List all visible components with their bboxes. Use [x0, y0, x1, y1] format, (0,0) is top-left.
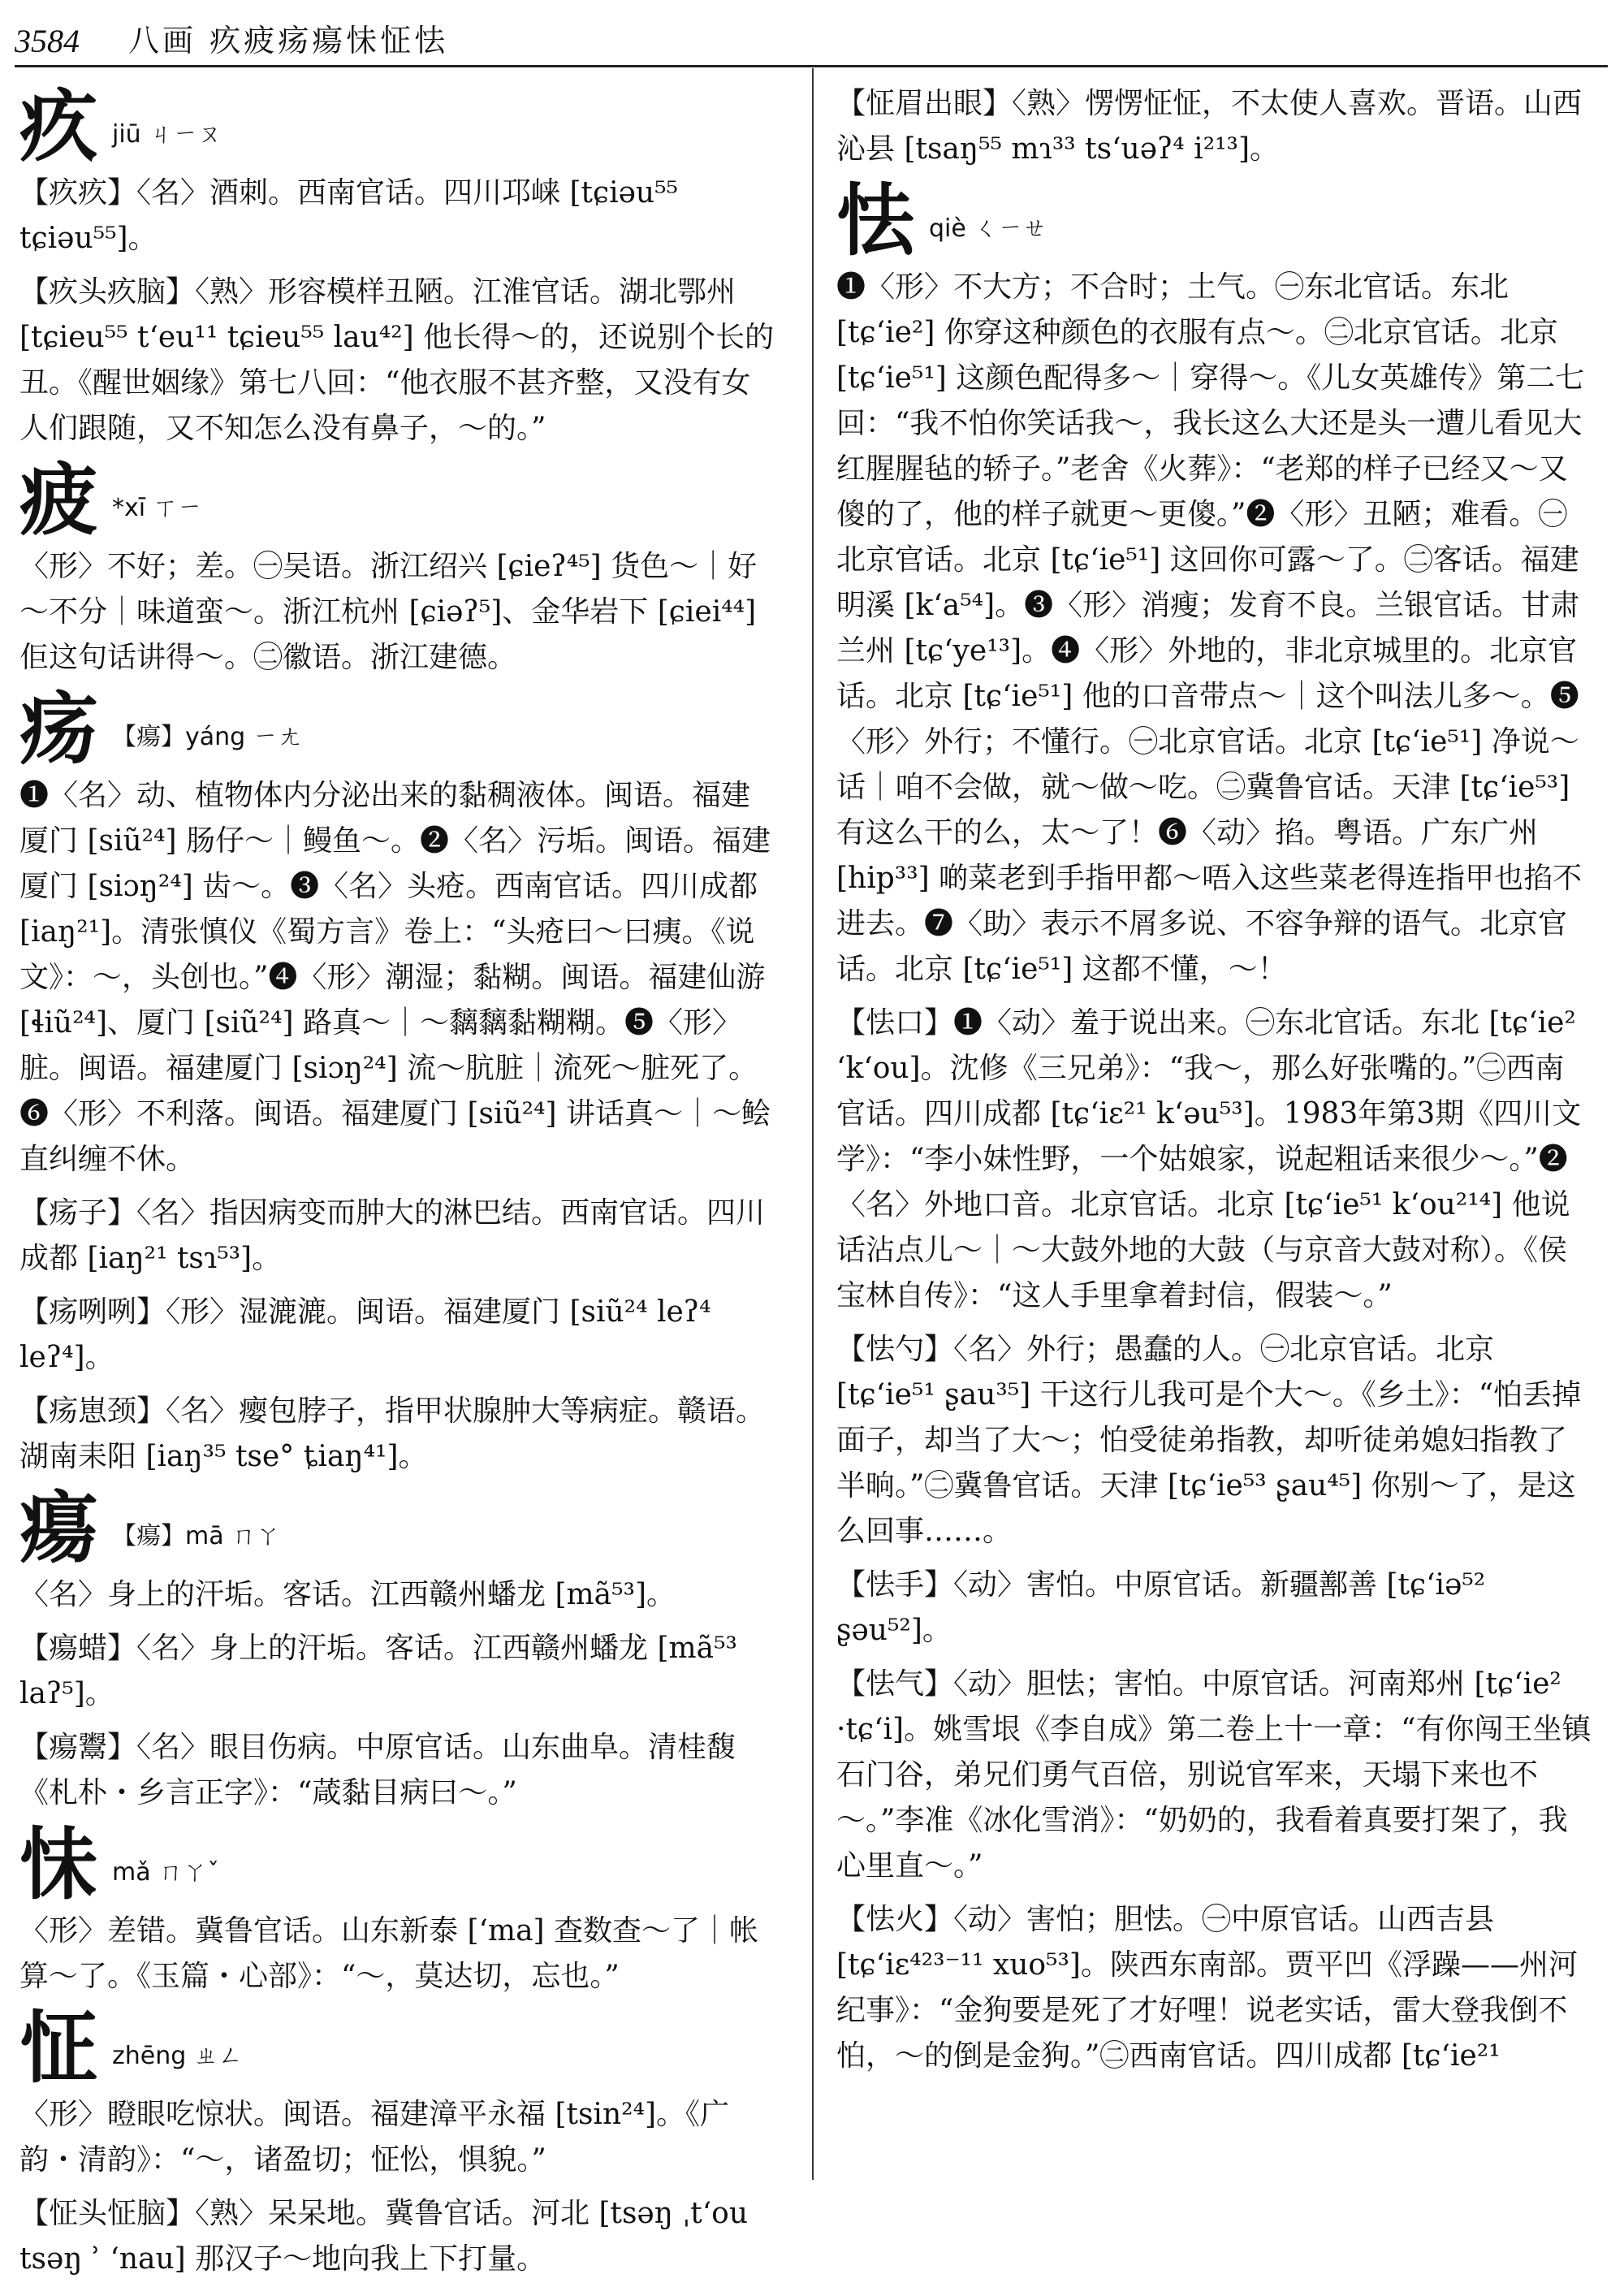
definition-paragraph: 【疡崽颈】〈名〉瘿包脖子，指甲状腺肿大等病症。赣语。湖南耒阳 [iaŋ³⁵ tse° ȶiaŋ⁴¹]。	[19, 1394, 766, 1473]
headword-char: 怔	[19, 2002, 97, 2094]
headword-entry	[19, 80, 775, 172]
headword-pronunciation: *xī ㄒㄧ	[112, 494, 202, 522]
headword-char: 怯	[836, 175, 914, 266]
headword-char: 疡	[19, 683, 97, 775]
header-rule	[15, 65, 1608, 67]
headword-entry	[19, 2002, 775, 2094]
definition-paragraph: 【怯气】〈动〉胆怯；害怕。中原官话。河南郑州 [tɕ‘ie² ·tɕ‘i]。姚雪垠《李自成》第二卷上十一章：“有你闯王坐镇石门谷，弟兄们勇气百倍，别说官军来，天塌下来也不～。”李准《冰化雪消》：“奶奶的，我看着真要打架了，我心里直～。”	[836, 1667, 1592, 1883]
headword-pronunciation: 【瘍】yáng ㄧㄤ	[112, 723, 302, 751]
headword-char: 疲	[19, 454, 97, 546]
definition-paragraph: ❶〈形〉不大方；不合时；土气。㊀东北官话。东北 [tɕ‘ie²] 你穿这种颜色的衣服有点～。㊁北京官话。北京 [tɕ‘ie⁵¹] 这颜色配得多～｜穿得～。《儿女英雄传》第二七回：“我不怕你笑话我～，我长这么大还是头一遭儿看见大红腥腥毡的轿子。”老舍《火葬》：“老郑的样子已经又～又傻的了，他的样子就更～更傻。”❷〈形〉丑陋；难看。㊀北京官话。北京 [tɕ‘ie⁵¹] 这回你可露～了。㊁客话。福建明溪 [k‘a⁵⁴]。❸〈形〉消瘦；发育不良。兰银官话。甘肃兰州 [tɕ‘ye¹³]。❹〈形〉外地的，非北京城里的。北京官话。北京 [tɕ‘ie⁵¹] 他的口音带点～｜这个叫法儿多～。❺〈形〉外行；不懂行。㊀北京官话。北京 [tɕ‘ie⁵¹] 净说～话｜咱不会做，就～做～吃。㊁冀鲁官话。天津 [tɕ‘ie⁵³] 有这么干的么，太～了！❻〈动〉掐。粤语。广东广州 [hip³³] 啲菜老到手指甲都～唔入这些菜老得连指甲也掐不进去。❼〈助〉表示不屑多说、不容争辩的语气。北京官话。北京 [tɕ‘ie⁵¹] 这都不懂，～！	[836, 270, 1585, 986]
definition-paragraph: 【怯手】〈动〉害怕。中原官话。新疆鄯善 [tɕ‘iə⁵² ʂəu⁵²]。	[836, 1568, 1486, 1647]
headword-entry	[19, 683, 775, 775]
definition-paragraph: 【怔眉出眼】〈熟〉愣愣怔怔，不太使人喜欢。晋语。山西沁县 [tsaŋ⁵⁵ mɿ³³ ts‘uəʔ⁴ i²¹³]。	[836, 87, 1583, 166]
definition-paragraph: 【怔头怔脑】〈熟〉呆呆地。冀鲁官话。河北 [tsəŋ ˌt‘ou tsəŋ ʾ ‘nau] 那汉子～地向我上下打量。	[19, 2197, 749, 2276]
definition-paragraph: 【疡咧咧】〈形〉湿漉漉。闽语。福建厦门 [siũ²⁴ leʔ⁴ leʔ⁴]。	[19, 1295, 711, 1374]
section-title: 八画 疚疲疡瘍怽怔怯	[128, 23, 449, 58]
headword-char: 疚	[19, 80, 97, 172]
headword-entry	[19, 1818, 775, 1910]
definition-paragraph: 〈名〉身上的汗垢。客话。江西赣州蟠龙 [mã⁵³]。	[19, 1578, 676, 1611]
right-column	[836, 78, 1592, 2084]
headword-pronunciation: mǎ ㄇㄚˇ	[112, 1858, 220, 1887]
headword-char: 瘍	[19, 1482, 97, 1574]
definition-paragraph: 【疚头疚脑】〈熟〉形容模样丑陋。江淮官话。湖北鄂州 [tɕieu⁵⁵ t‘eu¹¹ tɕieu⁵⁵ lau⁴²] 他长得～的，还说别个长的丑。《醒世姻缘》第七八回：“他衣服不甚齐整，又没有女人们跟随，又不知怎么没有鼻子，～的。”	[19, 275, 775, 445]
headword-entry	[836, 175, 1592, 266]
headword-pronunciation: qiè ㄑㄧㄝ	[929, 214, 1047, 243]
definition-paragraph: 【瘍鬻】〈名〉眼目伤病。中原官话。山东曲阜。清桂馥《札朴・乡言正字》：“葴黏目病曰～。”	[19, 1731, 736, 1809]
page-header	[15, 15, 1608, 60]
definition-paragraph: 【疚疚】〈名〉酒刺。西南官话。四川邛崃 [tɕiəu⁵⁵ tɕiəu⁵⁵]。	[19, 176, 678, 255]
headword-entry	[19, 1482, 775, 1574]
headword-char: 怽	[19, 1818, 97, 1910]
headword-pronunciation: jiū ㄐㄧㄡ	[112, 120, 222, 149]
definition-paragraph: 〈形〉差错。冀鲁官话。山东新泰 [‘ma] 查数查～了｜帐算～了。《玉篇・心部》：“～，莫达切，忘也。”	[19, 1914, 759, 1993]
definition-paragraph: 【怯火】〈动〉害怕；胆怯。㊀中原官话。山西吉县 [tɕ‘iɛ⁴²³⁻¹¹ xuo⁵³]。陕西东南部。贾平凹《浮躁——州河纪事》：“金狗要是死了才好哩！说老实话，雷大登我倒不怕，～的倒是金狗。”㊁西南官话。四川成都 [tɕ‘ie²¹	[836, 1903, 1578, 2073]
left-column	[19, 78, 775, 2287]
headword-pronunciation: 【瘍】mā ㄇㄚ	[112, 1522, 281, 1550]
definition-paragraph: 【疡子】〈名〉指因病变而肿大的淋巴结。西南官话。四川成都 [iaŋ²¹ tsɿ⁵³]。	[19, 1196, 766, 1275]
page-number: 3584	[15, 23, 80, 59]
definition-paragraph: 【瘍蜡】〈名〉身上的汗垢。客话。江西赣州蟠龙 [mã⁵³ laʔ⁵]。	[19, 1632, 737, 1710]
definition-paragraph: ❶〈名〉动、植物体内分泌出来的黏稠液体。闽语。福建厦门 [siũ²⁴] 肠仔～｜鳗鱼～。❷〈名〉污垢。闽语。福建厦门 [siɔŋ²⁴] 齿～。❸〈名〉头疮。西南官话。四川成都 [iaŋ²¹]。清张慎仪《蜀方言》卷上：“头疮曰～曰痍。《说文》：～，头创也。”❹〈形〉潮湿；黏糊。闽语。福建仙游 [ɬiũ²⁴]、厦门 [siũ²⁴] 路真～｜～黐黐黏糊糊。❺〈形〉脏。闽语。福建厦门 [siɔŋ²⁴] 流～肮脏｜流死～脏死了。❻〈形〉不利落。闽语。福建厦门 [siũ²⁴] 讲话真～｜～鲙直纠缠不休。	[19, 779, 771, 1176]
definition-paragraph: 【怯口】❶〈动〉羞于说出来。㊀东北官话。东北 [tɕ‘ie² ‘k‘ou]。沈修《三兄弟》：“我～，那么好张嘴的。”㊁西南官话。四川成都 [tɕ‘iɛ²¹ k‘əu⁵³]。1983年第3期《四川文学》：“李小妹性野，一个姑娘家，说起粗话来很少～。”❷〈名〉外地口音。北京官话。北京 [tɕ‘ie⁵¹ k‘ou²¹⁴] 他说话沾点儿～｜～大鼓外地的大鼓（与京音大鼓对称）。《侯宝林自传》：“这人手里拿着封信，假装～。”	[836, 1006, 1582, 1312]
column-divider	[812, 68, 814, 2180]
definition-paragraph: 〈形〉不好；差。㊀吴语。浙江绍兴 [ɕieʔ⁴⁵] 货色～｜好～不分｜味道蛮～。浙江杭州 [ɕiəʔ⁵]、金华岩下 [ɕiei⁴⁴] 佢这句话讲得～。㊁徽语。浙江建德。	[19, 550, 758, 674]
definition-paragraph: 〈形〉瞪眼吃惊状。闽语。福建漳平永福 [tsin²⁴]。《广韵・清韵》：“～，诸盈切；怔忪，惧貌。”	[19, 2098, 730, 2177]
headword-entry	[19, 454, 775, 546]
definition-paragraph: 【怯勺】〈名〉外行；愚蠢的人。㊀北京官话。北京 [tɕ‘ie⁵¹ ʂau³⁵] 干这行儿我可是个大～。《乡土》：“怕丢掉面子，却当了大～；怕受徒弟指教，却听徒弟媳妇指教了半晌。”㊁冀鲁官话。天津 [tɕ‘ie⁵³ ʂau⁴⁵] 你别～了，是这么回事……。	[836, 1333, 1582, 1548]
headword-pronunciation: zhēng ㄓㄥ	[112, 2042, 243, 2070]
